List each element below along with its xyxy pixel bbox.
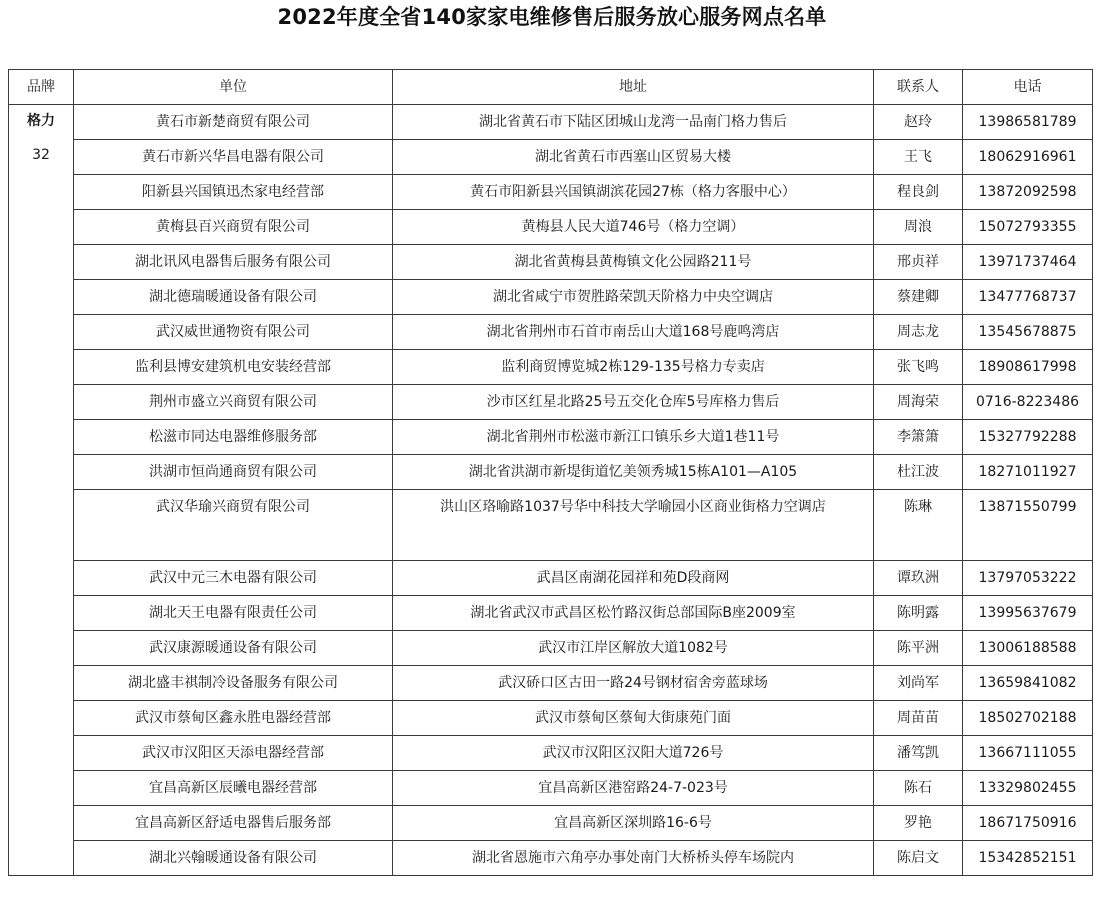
unit-cell: 湖北天王电器有限责任公司: [74, 596, 393, 631]
unit-cell: 湖北兴翰暖通设备有限公司: [74, 841, 393, 876]
address-cell: 宜昌高新区深圳路16-6号: [393, 806, 874, 841]
table-row: [9, 596, 1093, 631]
contact-cell: 张飞鸣: [874, 350, 963, 385]
address-cell: 黄梅县人民大道746号（格力空调）: [393, 210, 874, 245]
table-row: [9, 561, 1093, 596]
table-row: [9, 771, 1093, 806]
header-unit: 单位: [74, 70, 393, 105]
address-cell: 湖北省黄石市西塞山区贸易大楼: [393, 140, 874, 175]
table-header-row: [9, 70, 1093, 105]
phone-cell: 18271011927: [963, 455, 1093, 490]
table-row: [9, 245, 1093, 280]
contact-cell: 杜江波: [874, 455, 963, 490]
table-row: [9, 210, 1093, 245]
phone-cell: 15342852151: [963, 841, 1093, 876]
address-cell: 湖北省恩施市六角亭办事处南门大桥桥头停车场院内: [393, 841, 874, 876]
table-row: [9, 455, 1093, 490]
contact-cell: 王飞: [874, 140, 963, 175]
unit-cell: 湖北讯风电器售后服务有限公司: [74, 245, 393, 280]
phone-cell: 0716-8223486: [963, 385, 1093, 420]
table-row: [9, 806, 1093, 841]
phone-cell: 13329802455: [963, 771, 1093, 806]
phone-cell: 15327792288: [963, 420, 1093, 455]
address-cell: 湖北省荆州市松滋市新江口镇乐乡大道1巷11号: [393, 420, 874, 455]
address-cell: 湖北省黄梅县黄梅镇文化公园路211号: [393, 245, 874, 280]
phone-cell: 13871550799: [963, 490, 1093, 561]
address-cell: 武汉市蔡甸区蔡甸大街康苑门面: [393, 701, 874, 736]
phone-cell: 13545678875: [963, 315, 1093, 350]
contact-cell: 陈平洲: [874, 631, 963, 666]
table-row: [9, 140, 1093, 175]
address-cell: 湖北省洪湖市新堤街道忆美领秀城15栋A101—A105: [393, 455, 874, 490]
unit-cell: 湖北德瑞暖通设备有限公司: [74, 280, 393, 315]
unit-cell: 武汉华瑜兴商贸有限公司: [74, 490, 393, 561]
address-cell: 黄石市阳新县兴国镇湖滨花园27栋（格力客服中心）: [393, 175, 874, 210]
phone-cell: 18062916961: [963, 140, 1093, 175]
unit-cell: 松滋市同达电器维修服务部: [74, 420, 393, 455]
contact-cell: 陈琳: [874, 490, 963, 561]
phone-cell: 18502702188: [963, 701, 1093, 736]
table-row: [9, 175, 1093, 210]
phone-cell: 13477768737: [963, 280, 1093, 315]
contact-cell: 罗艳: [874, 806, 963, 841]
address-cell: 宜昌高新区港窑路24-7-023号: [393, 771, 874, 806]
phone-cell: 13797053222: [963, 561, 1093, 596]
phone-cell: 13971737464: [963, 245, 1093, 280]
unit-cell: 黄石市新兴华昌电器有限公司: [74, 140, 393, 175]
unit-cell: 武汉威世通物资有限公司: [74, 315, 393, 350]
contact-cell: 陈启文: [874, 841, 963, 876]
unit-cell: 阳新县兴国镇迅杰家电经营部: [74, 175, 393, 210]
table-row: [9, 841, 1093, 876]
unit-cell: 洪湖市恒尚通商贸有限公司: [74, 455, 393, 490]
address-cell: 武汉硚口区古田一路24号钢材宿舍旁蓝球场: [393, 666, 874, 701]
contact-cell: 周苗苗: [874, 701, 963, 736]
unit-cell: 黄梅县百兴商贸有限公司: [74, 210, 393, 245]
brand-name: 格力: [27, 113, 55, 129]
table-row: [9, 315, 1093, 350]
header-brand: 品牌: [9, 70, 74, 105]
unit-cell: 湖北盛丰祺制冷设备服务有限公司: [74, 666, 393, 701]
contact-cell: 刘尚军: [874, 666, 963, 701]
unit-cell: 武汉市蔡甸区鑫永胜电器经营部: [74, 701, 393, 736]
unit-cell: 黄石市新楚商贸有限公司: [74, 105, 393, 140]
phone-cell: 13995637679: [963, 596, 1093, 631]
phone-cell: 15072793355: [963, 210, 1093, 245]
address-cell: 湖北省武汉市武昌区松竹路汉街总部国际B座2009室: [393, 596, 874, 631]
phone-cell: 13986581789: [963, 105, 1093, 140]
phone-cell: 13872092598: [963, 175, 1093, 210]
table-row: [9, 280, 1093, 315]
outlet-table: [8, 69, 1093, 876]
table-row: [9, 350, 1093, 385]
address-cell: 沙市区红星北路25号五交化仓库5号库格力售后: [393, 385, 874, 420]
address-cell: 武昌区南湖花园祥和苑D段商网: [393, 561, 874, 596]
address-cell: 武汉市江岸区解放大道1082号: [393, 631, 874, 666]
address-cell: 湖北省黄石市下陆区团城山龙湾一品南门格力售后: [393, 105, 874, 140]
table-row: [9, 490, 1093, 561]
contact-cell: 周浪: [874, 210, 963, 245]
contact-cell: 陈明露: [874, 596, 963, 631]
table-row: [9, 666, 1093, 701]
table-row: [9, 385, 1093, 420]
brand-count: 32: [32, 147, 50, 163]
header-address: 地址: [393, 70, 874, 105]
unit-cell: 宜昌高新区舒适电器售后服务部: [74, 806, 393, 841]
header-phone: 电话: [963, 70, 1093, 105]
table-row: [9, 631, 1093, 666]
phone-cell: 18671750916: [963, 806, 1093, 841]
brand-cell: [9, 105, 74, 876]
address-cell: 湖北省咸宁市贺胜路荣凯天阶格力中央空调店: [393, 280, 874, 315]
unit-cell: 监利县博安建筑机电安装经营部: [74, 350, 393, 385]
address-cell: 湖北省荆州市石首市南岳山大道168号鹿鸣湾店: [393, 315, 874, 350]
unit-cell: 武汉中元三木电器有限公司: [74, 561, 393, 596]
contact-cell: 陈石: [874, 771, 963, 806]
contact-cell: 谭玖洲: [874, 561, 963, 596]
contact-cell: 李箫箫: [874, 420, 963, 455]
table-row: [9, 736, 1093, 771]
table-body: [9, 105, 1093, 876]
contact-cell: 蔡建卿: [874, 280, 963, 315]
phone-cell: 13006188588: [963, 631, 1093, 666]
table-row: [9, 105, 1093, 140]
header-contact: 联系人: [874, 70, 963, 105]
unit-cell: 武汉市汉阳区天添电器经营部: [74, 736, 393, 771]
page-title: 2022年度全省140家家电维修售后服务放心服务网点名单: [277, 5, 827, 29]
contact-cell: 潘笃凯: [874, 736, 963, 771]
phone-cell: 13659841082: [963, 666, 1093, 701]
phone-cell: 18908617998: [963, 350, 1093, 385]
address-cell: 武汉市汉阳区汉阳大道726号: [393, 736, 874, 771]
contact-cell: 邢贞祥: [874, 245, 963, 280]
unit-cell: 荆州市盛立兴商贸有限公司: [74, 385, 393, 420]
contact-cell: 周海荣: [874, 385, 963, 420]
contact-cell: 程良剑: [874, 175, 963, 210]
table-row: [9, 420, 1093, 455]
unit-cell: 宜昌高新区辰曦电器经营部: [74, 771, 393, 806]
contact-cell: 周志龙: [874, 315, 963, 350]
phone-cell: 13667111055: [963, 736, 1093, 771]
address-cell: 监利商贸博览城2栋129-135号格力专卖店: [393, 350, 874, 385]
address-cell: 洪山区珞喻路1037号华中科技大学喻园小区商业街格力空调店: [393, 490, 874, 561]
table-row: [9, 701, 1093, 736]
unit-cell: 武汉康源暖通设备有限公司: [74, 631, 393, 666]
contact-cell: 赵玲: [874, 105, 963, 140]
